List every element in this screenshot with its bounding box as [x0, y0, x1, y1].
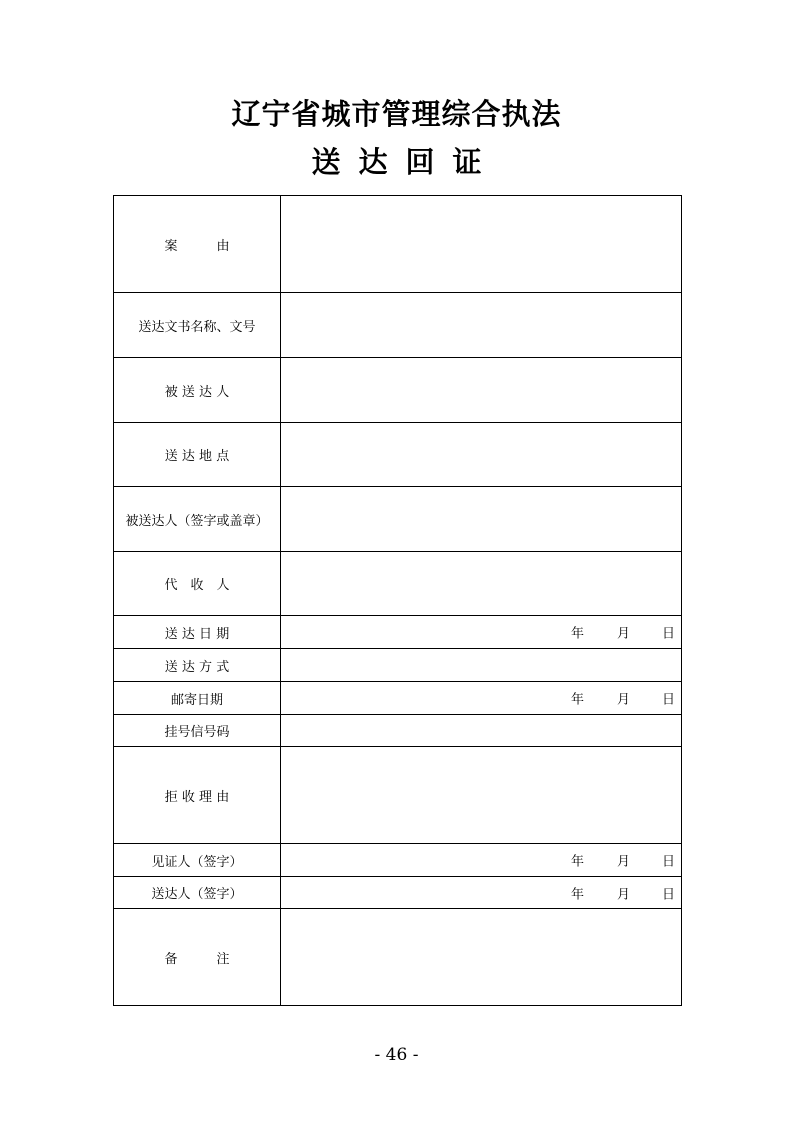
row-label-server-signature: 送达人（签字）: [114, 877, 281, 909]
registered-mail-number-field[interactable]: [281, 715, 682, 747]
row-label-recipient-signature: 被送达人（签字或盖章）: [114, 487, 281, 552]
year-label: 年: [571, 692, 585, 708]
row-label-document-name: 送达文书名称、文号: [114, 293, 281, 358]
table-row: [114, 616, 682, 649]
table-row: [114, 877, 682, 909]
table-row: [114, 423, 682, 487]
witness-signature-field[interactable]: [281, 844, 682, 877]
page-number: - 46 -: [374, 1045, 419, 1065]
month-label: 月: [617, 887, 631, 902]
case-reason-field[interactable]: [281, 196, 682, 293]
day-label: 日: [662, 854, 676, 870]
table-row: [114, 293, 682, 358]
month-label: 月: [617, 692, 631, 708]
month-label: 月: [617, 626, 631, 642]
document-name-field[interactable]: [281, 293, 682, 358]
date-units: [571, 844, 681, 876]
row-label-refusal-reason: 拒 收 理 由: [114, 747, 281, 844]
date-units: [571, 877, 681, 908]
row-label-mailing-date: 邮寄日期: [114, 682, 281, 715]
form-subtitle: 送达回证: [311, 145, 500, 179]
row-label-proxy-receiver: 代 收 人: [114, 552, 281, 616]
table-row: [114, 747, 682, 844]
form-title: 辽宁省城市管理综合执法: [231, 97, 562, 131]
date-units: [571, 616, 681, 648]
table-row: [114, 715, 682, 747]
server-signature-field[interactable]: [281, 877, 682, 909]
recipient-field[interactable]: [281, 358, 682, 423]
row-label-registered-mail-number: 挂号信号码: [114, 715, 281, 747]
table-row: [114, 844, 682, 877]
table-row: [114, 552, 682, 616]
row-label-case-reason: 案 由: [114, 196, 281, 293]
table-row: [114, 487, 682, 552]
year-label: 年: [571, 854, 585, 870]
row-label-delivery-date: 送 达 日 期: [114, 616, 281, 649]
day-label: 日: [662, 692, 676, 708]
service-receipt-table: [113, 195, 682, 1006]
table-row: [114, 909, 682, 1006]
year-label: 年: [571, 626, 585, 642]
proxy-receiver-field[interactable]: [281, 552, 682, 616]
recipient-signature-field[interactable]: [281, 487, 682, 552]
refusal-reason-field[interactable]: [281, 747, 682, 844]
row-label-delivery-method: 送 达 方 式: [114, 649, 281, 682]
mailing-date-field[interactable]: [281, 682, 682, 715]
month-label: 月: [617, 854, 631, 870]
row-label-witness-signature: 见证人（签字）: [114, 844, 281, 877]
remarks-field[interactable]: [281, 909, 682, 1006]
day-label: 日: [662, 626, 676, 642]
delivery-method-field[interactable]: [281, 649, 682, 682]
row-label-recipient: 被 送 达 人: [114, 358, 281, 423]
table-row: [114, 682, 682, 715]
table-row: [114, 196, 682, 293]
row-label-remarks: 备 注: [114, 909, 281, 1006]
delivery-date-field[interactable]: [281, 616, 682, 649]
year-label: 年: [571, 887, 585, 902]
table-row: [114, 649, 682, 682]
day-label: 日: [662, 887, 676, 902]
delivery-address-field[interactable]: [281, 423, 682, 487]
row-label-delivery-address: 送 达 地 点: [114, 423, 281, 487]
table-row: [114, 358, 682, 423]
date-units: [571, 682, 681, 714]
